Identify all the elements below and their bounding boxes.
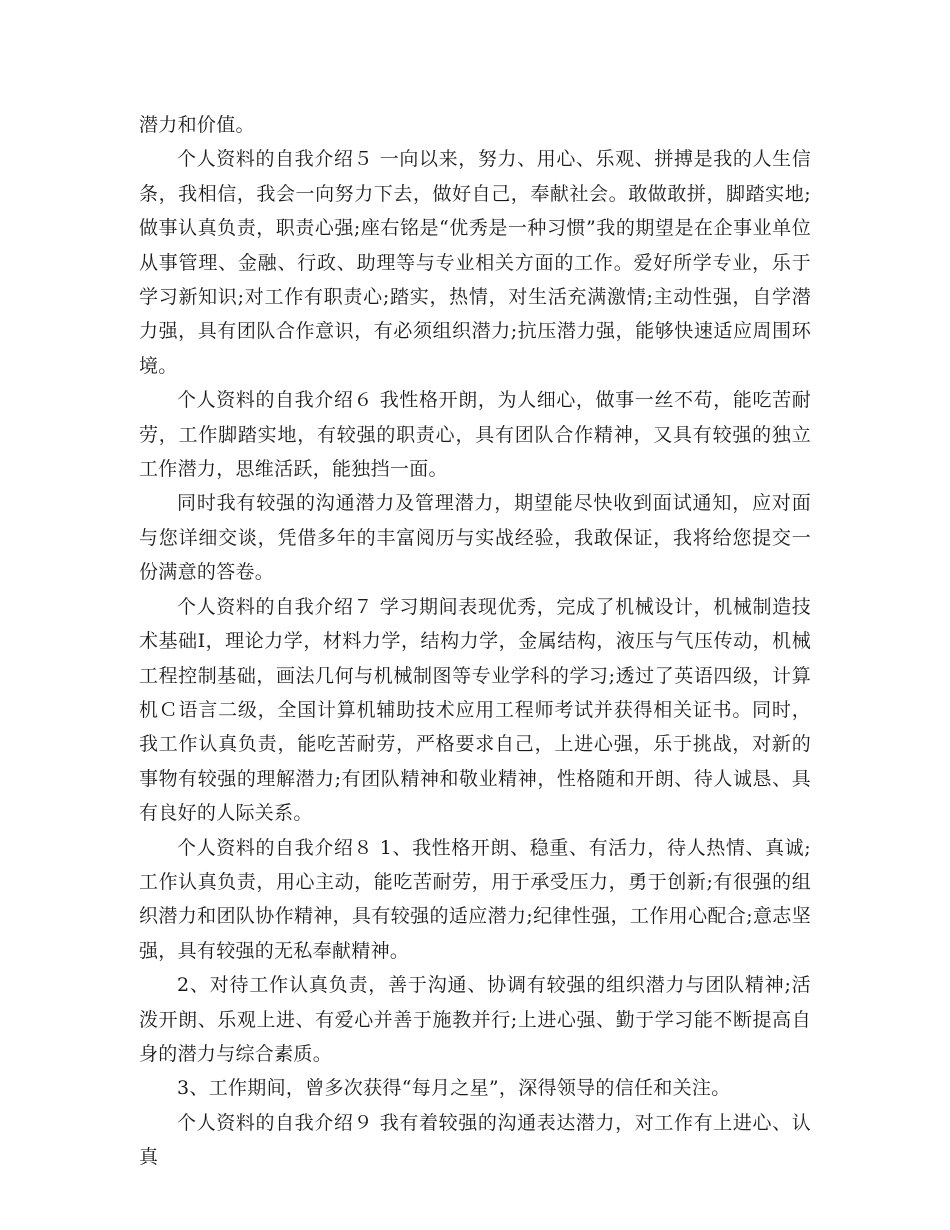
document-body <box>139 108 811 1175</box>
paragraph: 个人资料的自我介绍８ 1、我性格开朗、稳重、有活力，待人热情、真诚;工作认真负责，用心主动，能吃苦耐劳，用于承受压力，勇于创新;有很强的组织潜力和团队协作精神，具有较强的适应潜力;纪律性强，工作用心配合;意志坚强，具有较强的无私奉献精神。 <box>139 836 811 962</box>
paragraph: 2、对待工作认真负责，善于沟通、协调有较强的组织潜力与团队精神;活泼开朗、乐观上进、有爱心并善于施教并行;上进心强、勤于学习能不断提高自身的潜力与综合素质。 <box>139 974 811 1065</box>
paragraph: 潜力和价值。 <box>139 114 255 136</box>
paragraph: 个人资料的自我介绍６ 我性格开朗，为人细心，做事一丝不苟，能吃苦耐劳，工作脚踏实地，有较强的职责心，具有团队合作精神，又具有较强的独立工作潜力，思维活跃，能独挡一面。 <box>139 389 811 481</box>
paragraph: 同时我有较强的沟通潜力及管理潜力，期望能尽快收到面试通知，应对面与您详细交谈，凭借多年的丰富阅历与实战经验，我敢保证，我将给您提交一份满意的答卷。 <box>139 492 811 584</box>
paragraph: 个人资料的自我介绍５ 一向以来，努力、用心、乐观、拼搏是我的人生信条，我相信，我会一向努力下去，做好自己，奉献社会。敢做敢拼，脚踏实地;做事认真负责，职责心强;座右铭是“优秀是一种习惯”我的期望是在企事业单位从事管理、金融、行政、助理等与专业相关方面的工作。爱好所学专业，乐于学习新知识;对工作有职责心;踏实，热情，对生活充满激情;主动性强，自学潜力强，具有团队合作意识，有必须组织潜力;抗压潜力强，能够快速适应周围环境。 <box>139 148 811 377</box>
paragraph: 3、工作期间，曾多次获得“每月之星”，深得领导的信任和关注。 <box>177 1077 731 1100</box>
paragraph: 个人资料的自我介绍７ 学习期间表现优秀，完成了机械设计，机械制造技术基础Ⅰ，理论力学，材料力学，结构力学，金属结构，液压与气压传动，机械工程控制基础，画法几何与机械制图等专业学科的学习;透过了英语四级，计算机Ｃ语言二级，全国计算机辅助技术应用工程师考试并获得相关证书。同时，我工作认真负责，能吃苦耐劳，严格要求自己，上进心强，乐于挑战，对新的事物有较强的理解潜力;有团队精神和敬业精神，性格随和开朗、待人诚恳、具有良好的人际关系。 <box>139 595 811 825</box>
paragraph: 个人资料的自我介绍９ 我有着较强的沟通表达潜力，对工作有上进心、认真 <box>139 1111 811 1169</box>
